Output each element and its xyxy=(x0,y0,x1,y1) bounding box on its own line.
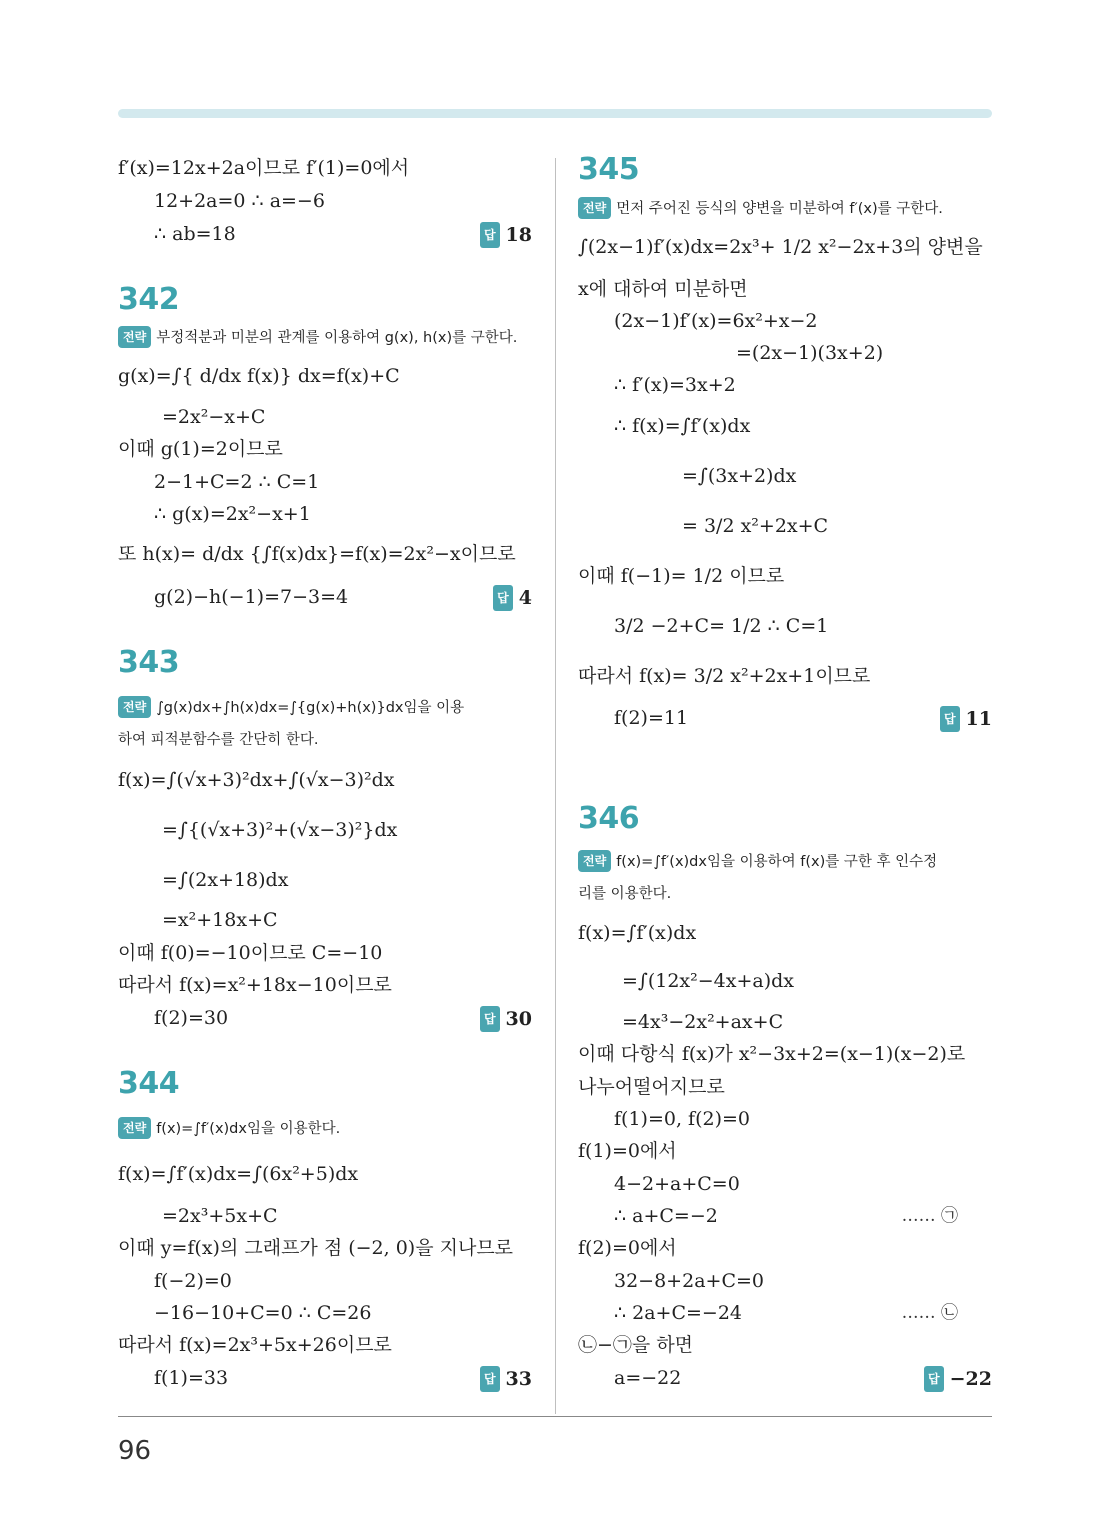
answer-value: 18 xyxy=(505,224,532,246)
solution-line: 이때 f(0)=−10이므로 C=−10 xyxy=(118,942,383,964)
strategy-label: 전략 xyxy=(118,696,151,718)
solution-line: f(−2)=0 xyxy=(154,1270,232,1292)
answer-label: 답 xyxy=(480,1006,500,1032)
solution-line: g(x)=∫{ d/dx f(x)} dx=f(x)+C xyxy=(118,365,400,387)
solution-line: f(2)=0에서 xyxy=(578,1237,677,1259)
solution-line: =∫(12x²−4x+a)dx xyxy=(622,970,795,992)
strategy-346 xyxy=(578,850,937,872)
column-divider xyxy=(555,158,556,1414)
equation-mark-1: …… ㉠ xyxy=(901,1206,958,1226)
solution-line: f(2)=30 xyxy=(154,1007,229,1029)
solution-line: 12+2a=0 ∴ a=−6 xyxy=(154,190,325,212)
answer-label: 답 xyxy=(940,706,960,732)
solution-line: ㉡−㉠을 하면 xyxy=(578,1334,694,1356)
solution-line: −16−10+C=0 ∴ C=26 xyxy=(154,1302,372,1324)
page-number: 96 xyxy=(118,1436,152,1466)
solution-line: 나누어떨어지므로 xyxy=(578,1076,725,1098)
problem-number-343: 343 xyxy=(118,645,180,680)
answer-344 xyxy=(480,1366,532,1392)
strategy-label: 전략 xyxy=(578,197,611,219)
solution-line: a=−22 xyxy=(614,1367,682,1389)
strategy-text: f(x)=∫f′(x)dx임을 이용하여 f(x)를 구한 후 인수정 xyxy=(616,854,938,870)
solution-line: f(x)=∫f′(x)dx=∫(6x²+5)dx xyxy=(118,1163,359,1185)
solution-line: f(1)=33 xyxy=(154,1367,229,1389)
strategy-text: ∫g(x)dx+∫h(x)dx=∫{g(x)+h(x)}dx임을 이용 xyxy=(156,700,465,716)
strategy-345 xyxy=(578,197,943,219)
solution-line: 따라서 f(x)= 3/2 x²+2x+1이므로 xyxy=(578,665,871,687)
solution-line: =∫{(√x+3)²+(√x−3)²}dx xyxy=(162,819,398,841)
answer-label: 답 xyxy=(924,1366,944,1392)
top-decoration-bar xyxy=(118,109,992,118)
solution-line: 따라서 f(x)=x²+18x−10이므로 xyxy=(118,974,392,996)
answer-343 xyxy=(480,1006,532,1032)
strategy-343 xyxy=(118,696,464,718)
solution-line: 이때 다항식 f(x)가 x²−3x+2=(x−1)(x−2)로 xyxy=(578,1043,966,1065)
answer-346 xyxy=(924,1366,992,1392)
solution-line: ∴ 2a+C=−24 xyxy=(614,1302,743,1324)
solution-line: ∫(2x−1)f′(x)dx=2x³+ 1/2 x²−2x+3의 양변을 xyxy=(578,236,983,258)
solution-line: (2x−1)f′(x)=6x²+x−2 xyxy=(614,310,818,332)
solution-line: 이때 g(1)=2이므로 xyxy=(118,438,283,460)
solution-line: =∫(2x+18)dx xyxy=(162,869,289,891)
solution-line: 32−8+2a+C=0 xyxy=(614,1270,764,1292)
solution-line: = 3/2 x²+2x+C xyxy=(682,515,829,537)
answer-label: 답 xyxy=(480,1366,500,1392)
strategy-text: f(x)=∫f′(x)dx임을 이용한다. xyxy=(156,1121,341,1137)
answer-value: 11 xyxy=(965,708,992,730)
solution-line: ∴ a+C=−2 xyxy=(614,1205,718,1227)
solution-line: =(2x−1)(3x+2) xyxy=(736,342,884,364)
solution-line: f(x)=∫f′(x)dx xyxy=(578,922,697,944)
answer-label: 답 xyxy=(493,585,513,611)
solution-line: f(2)=11 xyxy=(614,707,689,729)
strategy-label: 전략 xyxy=(118,326,151,348)
answer-341 xyxy=(480,222,532,248)
answer-value: 4 xyxy=(518,587,532,609)
problem-number-346: 346 xyxy=(578,801,640,836)
solution-line: =2x³+5x+C xyxy=(162,1205,278,1227)
strategy-text: 먼저 주어진 등식의 양변을 미분하여 f′(x)를 구한다. xyxy=(616,201,943,217)
answer-value: 30 xyxy=(505,1008,532,1030)
solution-line: g(2)−h(−1)=7−3=4 xyxy=(154,586,349,608)
solution-line: ∴ f(x)=∫f′(x)dx xyxy=(614,415,751,437)
solution-line: 또 h(x)= d/dx {∫f(x)dx}=f(x)=2x²−x이므로 xyxy=(118,543,516,565)
solution-line: 3/2 −2+C= 1/2 ∴ C=1 xyxy=(614,615,829,637)
strategy-343-continued: 하여 피적분함수를 간단히 한다. xyxy=(118,732,319,748)
answer-label: 답 xyxy=(480,222,500,248)
solution-line: f(1)=0, f(2)=0 xyxy=(614,1108,750,1130)
answer-345 xyxy=(940,706,992,732)
problem-number-342: 342 xyxy=(118,282,180,317)
strategy-label: 전략 xyxy=(118,1117,151,1139)
strategy-text: 부정적분과 미분의 관계를 이용하여 g(x), h(x)를 구한다. xyxy=(156,330,518,346)
equation-mark-2: …… ㉡ xyxy=(901,1303,958,1323)
problem-number-345: 345 xyxy=(578,152,640,187)
solution-line: ∴ ab=18 xyxy=(154,223,236,245)
strategy-342 xyxy=(118,326,517,348)
strategy-344 xyxy=(118,1117,340,1139)
strategy-label: 전략 xyxy=(578,850,611,872)
solution-line: =2x²−x+C xyxy=(162,406,266,428)
answer-value: −22 xyxy=(949,1368,992,1390)
solution-line: ∴ g(x)=2x²−x+1 xyxy=(154,503,311,525)
solution-line: f(1)=0에서 xyxy=(578,1140,677,1162)
solution-line: 따라서 f(x)=2x³+5x+26이므로 xyxy=(118,1334,392,1356)
solution-line: =4x³−2x²+ax+C xyxy=(622,1011,784,1033)
answer-value: 33 xyxy=(505,1368,532,1390)
solution-line: f(x)=∫(√x+3)²dx+∫(√x−3)²dx xyxy=(118,769,395,791)
footer-rule xyxy=(118,1416,992,1417)
solution-line: f′(x)=12x+2a이므로 f′(1)=0에서 xyxy=(118,157,410,179)
solution-line: 2−1+C=2 ∴ C=1 xyxy=(154,471,320,493)
solution-line: 4−2+a+C=0 xyxy=(614,1173,740,1195)
solution-line: =x²+18x+C xyxy=(162,909,278,931)
solution-line: x에 대하여 미분하면 xyxy=(578,278,748,300)
solution-line: ∴ f′(x)=3x+2 xyxy=(614,374,736,396)
problem-number-344: 344 xyxy=(118,1066,180,1101)
solution-line: 이때 f(−1)= 1/2 이므로 xyxy=(578,565,785,587)
strategy-346-continued: 리를 이용한다. xyxy=(578,886,672,902)
solution-line: =∫(3x+2)dx xyxy=(682,465,797,487)
answer-342 xyxy=(493,585,532,611)
solution-line: 이때 y=f(x)의 그래프가 점 (−2, 0)을 지나므로 xyxy=(118,1237,514,1259)
